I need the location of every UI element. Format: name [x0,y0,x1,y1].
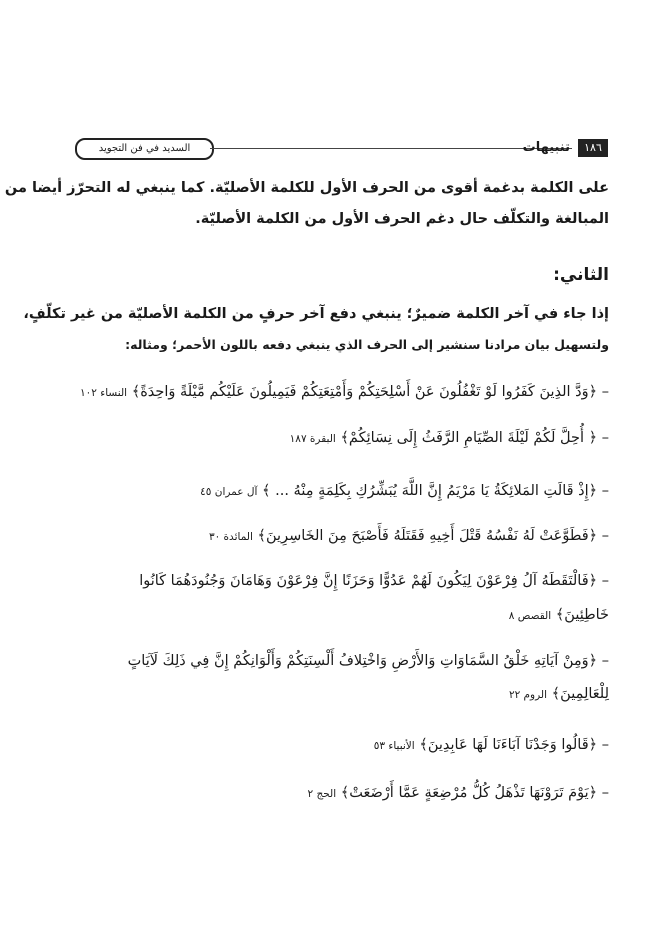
verse-reference: القصص ٨ [508,610,552,622]
section-heading: الثاني: [553,265,609,285]
verse-text: لِلْعَالِمِينَ﴾ [551,686,609,702]
verse-5 [61,566,609,596]
verse-text: – ﴿وَمِنْ آيَاتِهِ خَلْقُ السَّمَاوَاتِ وَالأَرْضِ وَاخْتِلافُ أَلْسِنَتِكُمْ وَأَلْوَانِكُمْ إِنَّ فِي ذَلِكَ لَآيَاتٍ [127,653,609,669]
page-number: ١٨٦ [578,139,608,157]
verse-reference: الحج ٢ [307,788,337,800]
verse-reference: المائدة ٣٠ [208,531,253,543]
verse-4 [61,521,609,552]
intro-line-1: على الكلمة بدغمة أقوى من الحرف الأول للكلمة الأصليّة. كما ينبغي له التحرّز أيضا من [4,180,609,196]
verse-text: – ﴿يَوْمَ تَرَوْنَهَا تَذْهَلُ كُلُّ مُرْضِعَةٍ عَمَّا أَرْضَعَتْ﴾ [340,785,609,801]
header-rule [210,148,572,149]
verse-text: – ﴿ أُحِلَّ لَكُمْ لَيْلَةَ الصِّيَامِ الرَّفَثُ إِلَى نِسَائِكُمْ﴾ [340,430,609,446]
verse-8 [61,778,609,809]
verse-6 [61,646,609,676]
rule-text-line-1: إذا جاء في آخر الكلمة ضميرٌ؛ ينبغي دفع آخر حرفٍ من الكلمة الأصليّة من غير تكلّفٍ، [23,306,609,322]
verse-text: – ﴿وَدَّ الذِينَ كَفَرُوا لَوْ تَغْفُلُونَ عَنْ أَسْلِحَتِكُمْ وَأَمْتِعَتِكُمْ فَيَمِيلُونَ عَلَيْكُم مَّيْلَةً وَاحِدَةً﴾ [131,384,609,400]
verse-reference: الروم ٢٢ [508,689,548,701]
page-header [75,138,608,160]
verse-reference: البقرة ١٨٧ [289,433,336,445]
verse-6-continuation [61,679,609,710]
verse-2 [61,423,609,454]
verse-reference: النساء ١٠٢ [80,387,128,399]
verse-reference: الأنبياء ٥٣ [373,740,415,752]
verse-text: – ﴿إِذْ قَالَتِ المَلائِكَةُ يَا مَرْيَمُ إِنَّ اللَّهَ يُبَشِّرُكِ بِكَلِمَةٍ مِنْهُ ... ﴾ [262,483,609,499]
section-title: تنبيهات [522,140,570,155]
verse-5-continuation [61,600,609,631]
intro-line-2: المبالغة والتكلّف حال دغم الحرف الأول من الكلمة الأصليّة. [195,211,609,227]
verse-text: – ﴿فَالْتَقَطَهُ آلُ فِرْعَوْنَ لِيَكُونَ لَهُمْ عَدُوًّا وَحَزَنًا إِنَّ فِرْعَوْنَ وَهَامَانَ وَجُنُودَهُمَا كَانُوا [139,573,609,589]
verse-7 [61,730,609,761]
verse-text: خَاطِئِينَ﴾ [555,607,609,623]
verse-3 [61,476,609,507]
rule-text-line-2: ولتسهيل بيان مرادنا سنشير إلى الحرف الذي ينبغي دفعه باللون الأحمر؛ ومثاله: [125,337,609,352]
book-title: السديد في فن التجويد [75,138,214,160]
verse-1 [61,377,609,408]
verse-text: – ﴿فَطَوَّعَتْ لَهُ نَفْسُهُ قَتْلَ أَخِيهِ فَقَتَلَهُ فَأَصْبَحَ مِنَ الخَاسِرِينَ﴾ [257,528,609,544]
verse-text: – ﴿قَالُوا وَجَدْنَا آبَاءَنَا لَهَا عَابِدِينَ﴾ [419,737,609,753]
verse-reference: آل عمران ٤٥ [200,486,258,498]
